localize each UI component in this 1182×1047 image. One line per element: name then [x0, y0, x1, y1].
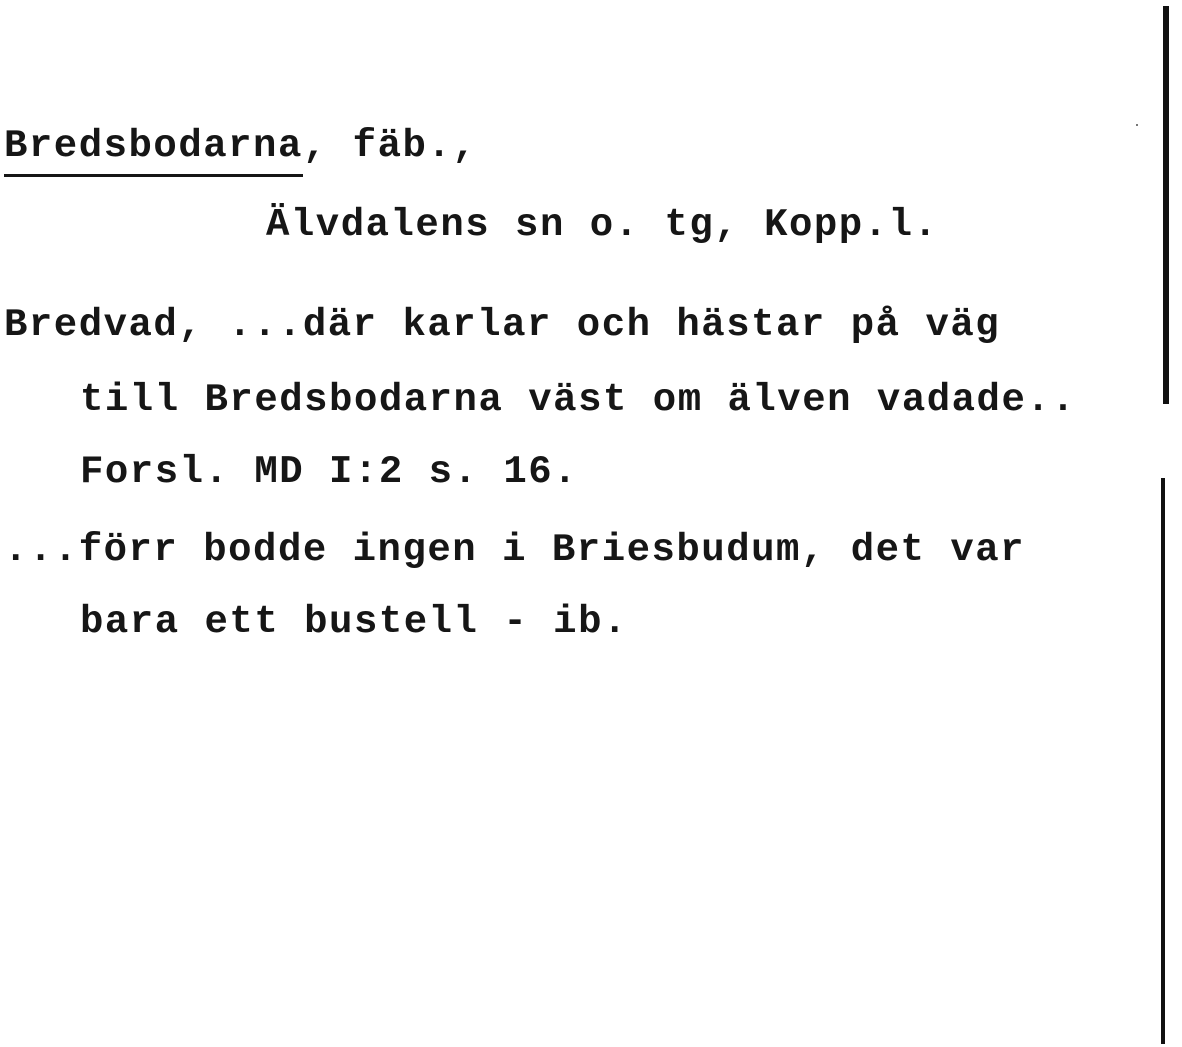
text-line-1: Bredvad, ...där karlar och hästar på väg [4, 303, 1001, 347]
text-line-5: bara ett bustell - ib. [80, 600, 628, 644]
card-edge-shadow-bottom [1161, 478, 1165, 1044]
location-line: Älvdalens sn o. tg, Kopp.l. [266, 203, 939, 247]
card-edge-shadow-top [1163, 6, 1169, 404]
text-line-4: ...förr bodde ingen i Briesbudum, det var [4, 528, 1026, 572]
scan-speck [1136, 124, 1138, 126]
entry-heading [4, 124, 477, 168]
text-line-2: till Bredsbodarna väst om älven vadade.. [80, 378, 1077, 422]
headword-suffix: , fäb., [302, 124, 478, 168]
text-line-3: Forsl. MD I:2 s. 16. [80, 450, 579, 494]
headword: Bredsbodarna [4, 124, 303, 177]
